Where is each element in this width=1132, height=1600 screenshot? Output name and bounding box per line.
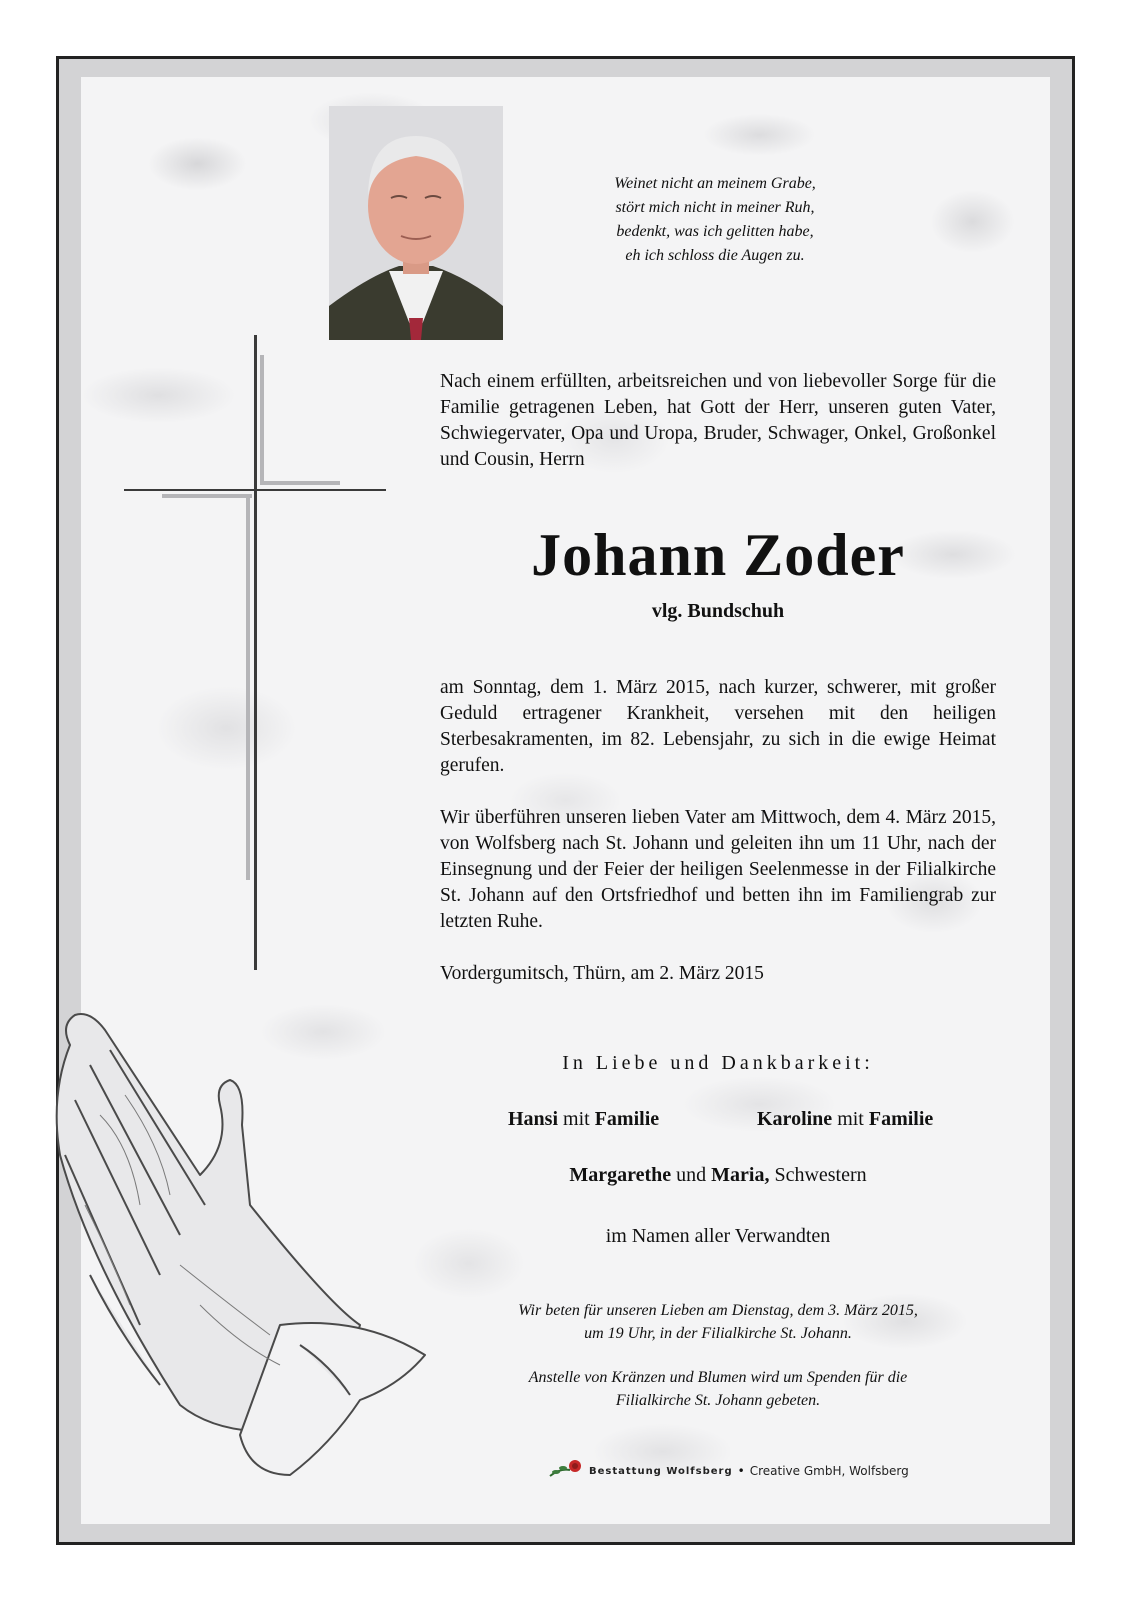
quote-line: eh ich schloss die Augen zu. bbox=[625, 247, 805, 264]
prayer-note bbox=[440, 1299, 996, 1345]
deceased-vulgo-name: vlg. Bundschuh bbox=[651, 600, 785, 622]
footer-company: Creative GmbH, Wolfsberg bbox=[749, 1464, 909, 1478]
place-date: Vordergumitsch, Thürn, am 2. März 2015 bbox=[440, 963, 764, 984]
mourner-name: Karoline bbox=[757, 1108, 833, 1130]
mourner-family: Familie bbox=[868, 1108, 934, 1130]
mourner-connector: und bbox=[676, 1164, 707, 1186]
praying-hands-icon bbox=[30, 1005, 430, 1490]
intro-text: Nach einem erfüllten, arbeitsreichen und von liebevoller Sorge für die Familie getragenen Leben, hat Gott der Herr, unseren guten Vater, Schwiegervater, Opa und Uropa, Bruder, Schwager, Onkel, Großonkel und Cousin, Herrn bbox=[440, 371, 996, 470]
quote-line: bedenkt, was ich gelitten habe, bbox=[616, 223, 814, 240]
funeral-home-footer bbox=[548, 1458, 909, 1484]
memorial-quote bbox=[580, 172, 850, 268]
cross-icon bbox=[120, 335, 390, 980]
mourner-name: Hansi bbox=[508, 1108, 559, 1130]
funeral-text: Wir überführen unseren lieben Vater am Mittwoch, dem 4. März 2015, von Wolfsberg nach St. Johann und geleiten ihn um 11 Uhr, nach der Einsegnung und der Feier der heiligen Seelenmesse in der Filialkirche St. Johann auf den Ortsfriedhof und betten ihn im Familiengrab zur letzten Ruhe. bbox=[440, 807, 996, 932]
death-text: am Sonntag, dem 1. März 2015, nach kurzer, schwerer, mit großer Geduld ertragener Krankheit, versehen mit den heiligen Sterbesakramenten, im 82. Lebensjahr, zu sich in die ewige Heimat gerufen. bbox=[440, 677, 996, 776]
mourner-name: Margarethe bbox=[569, 1164, 672, 1186]
footer-separator: • bbox=[737, 1464, 745, 1478]
portrait-photo bbox=[329, 106, 503, 340]
deceased-name: Johann Zoder bbox=[531, 522, 905, 588]
quote-line: stört mich nicht in meiner Ruh, bbox=[615, 199, 815, 216]
relatives-line: im Namen aller Verwandten bbox=[605, 1225, 831, 1247]
note-line: um 19 Uhr, in der Filialkirche St. Johann. bbox=[584, 1325, 852, 1342]
donation-note bbox=[440, 1366, 996, 1412]
mourner-name: Maria, bbox=[711, 1164, 770, 1186]
mourner-connector: mit bbox=[837, 1108, 864, 1130]
mourner-hansi bbox=[508, 1108, 659, 1131]
rose-logo-icon bbox=[548, 1458, 584, 1484]
mourner-karoline bbox=[757, 1108, 933, 1131]
note-line: Anstelle von Kränzen und Blumen wird um Spenden für die bbox=[528, 1369, 908, 1386]
quote-line: Weinet nicht an meinem Grabe, bbox=[614, 175, 816, 192]
mourner-sisters bbox=[440, 1164, 996, 1187]
mourner-connector: mit bbox=[563, 1108, 590, 1130]
note-line: Wir beten für unseren Lieben am Dienstag, dem 3. März 2015, bbox=[518, 1302, 918, 1319]
mourner-family: Familie bbox=[594, 1108, 660, 1130]
funeral-home-brand: Bestattung Wolfsberg bbox=[589, 1465, 733, 1477]
mourner-role: Schwestern bbox=[774, 1164, 867, 1186]
love-and-gratitude-line: In Liebe und Dankbarkeit: bbox=[562, 1052, 874, 1074]
note-line: Filialkirche St. Johann gebeten. bbox=[615, 1392, 821, 1409]
